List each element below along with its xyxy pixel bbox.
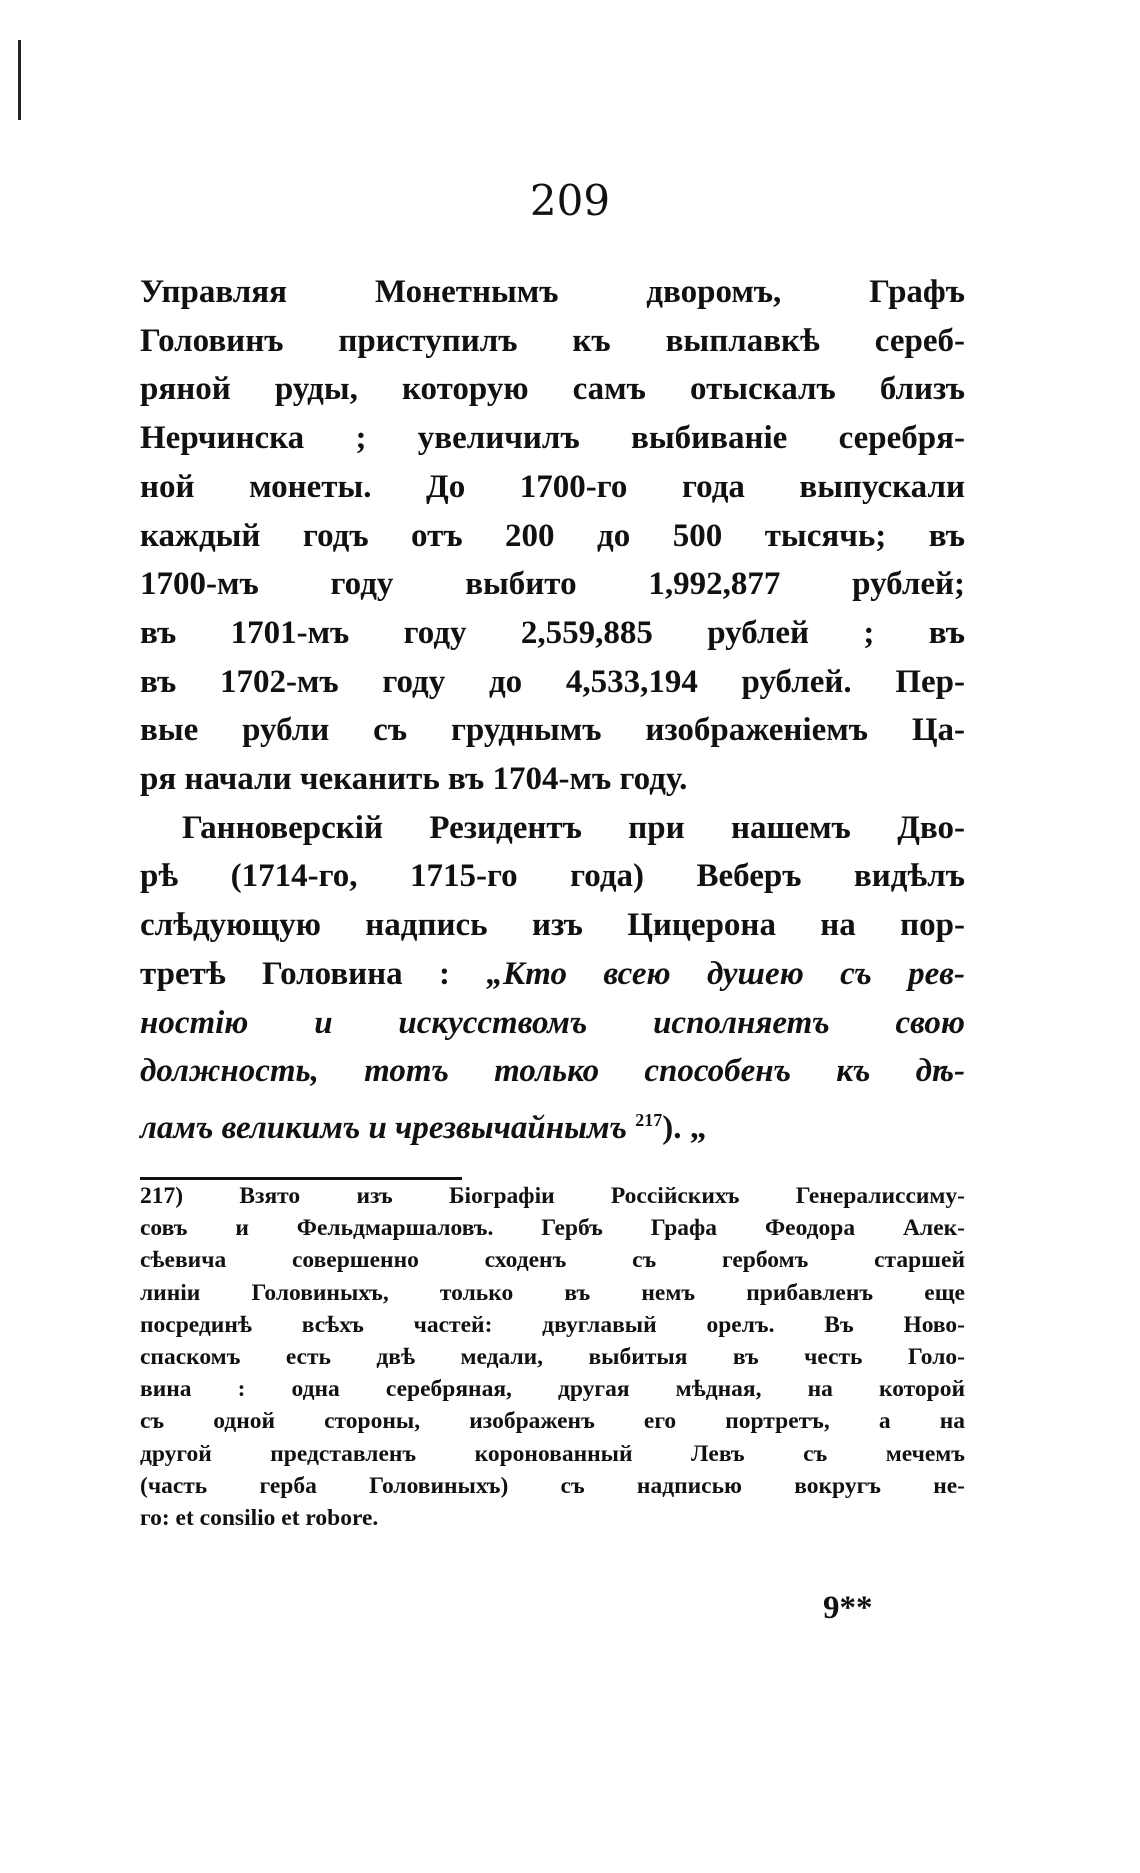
text-line: Нерчинска ; увеличилъ выбиваніе серебря- xyxy=(140,420,965,457)
printer-signature: 9** xyxy=(823,1590,873,1626)
quote-start-line: третѣ Головина : „Кто всею душею съ рев- xyxy=(140,955,965,992)
quote-text: ламъ великимъ и чрезвычайнымъ xyxy=(140,1109,627,1146)
text-line: каждый годъ отъ 200 до 500 тысячь; въ xyxy=(140,517,965,554)
footnote-line: го: et consilio et robore. xyxy=(140,1505,379,1532)
text-line: ря начали чеканить въ 1704-мъ году. xyxy=(140,761,688,798)
text-line: 1700-мъ году выбито 1,992,877 рублей; xyxy=(140,566,965,603)
text-line: вые рубли съ груднымъ изображеніемъ Ца- xyxy=(140,712,965,749)
footnote-line: совъ и Фельдмаршаловъ. Гербъ Графа Феодора Алек- xyxy=(140,1215,965,1242)
text-line: въ 1702-мъ году до 4,533,194 рублей. Пер- xyxy=(140,663,965,700)
scan-edge-mark xyxy=(18,40,21,120)
quote-line: должность, тотъ только способенъ къ дѣ- xyxy=(140,1053,965,1090)
text-line: ной монеты. До 1700-го года выпускали xyxy=(140,468,965,505)
footnote-line: спаскомъ есть двѣ медали, выбитыя въ честь Голо- xyxy=(140,1344,965,1371)
footnote-line: другой представленъ коронованный Левъ съ мечемъ xyxy=(140,1440,965,1467)
quote-close: ). „ xyxy=(662,1109,707,1146)
text-line: слѣдующую надпись изъ Цицерона на пор- xyxy=(140,907,965,944)
footnote-line: посрединѣ всѣхъ частей: двуглавый орелъ. Въ Ново- xyxy=(140,1311,965,1338)
text-line: Головинъ приступилъ къ выплавкѣ сереб- xyxy=(140,322,965,359)
quote-text: „Кто всею душею съ рев- xyxy=(486,955,965,992)
footnote-reference: 217 xyxy=(635,1109,663,1130)
footnote xyxy=(140,1180,965,1534)
text-line: рѣ (1714-го, 1715-го года) Веберъ видѣлъ xyxy=(140,858,965,895)
quote-lead: Головина : xyxy=(261,955,487,992)
page-number: 209 xyxy=(529,176,611,225)
text-line: ряной руды, которую самъ отыскалъ близъ xyxy=(140,371,965,408)
footnote-line: вина : одна серебряная, другая мѣдная, на которой xyxy=(140,1376,965,1403)
footnote-line: сѣевича совершенно сходенъ съ гербомъ старшей xyxy=(140,1247,965,1274)
text-line: въ 1701-мъ году 2,559,885 рублей ; въ xyxy=(140,614,965,651)
text-line: Ганноверскій Резидентъ при нашемъ Дво- xyxy=(182,809,965,846)
footnote-line: линіи Головиныхъ, только въ немъ прибавленъ еще xyxy=(140,1279,965,1306)
quote-line: ностію и искусствомъ исполняетъ свою xyxy=(140,1004,965,1041)
footnote-line: (часть герба Головиныхъ) съ надписью вокругъ не- xyxy=(140,1472,965,1499)
main-text xyxy=(140,268,965,1153)
quote-end-line xyxy=(140,1096,965,1153)
footnote-line: 217) Взято изъ Біографіи Россійскихъ Генералиссиму- xyxy=(140,1183,965,1209)
text-line: Управляя Монетнымъ дворомъ, Графъ xyxy=(140,274,965,310)
footnote-line: съ одной стороны, изображенъ его портретъ, а на xyxy=(140,1408,965,1435)
